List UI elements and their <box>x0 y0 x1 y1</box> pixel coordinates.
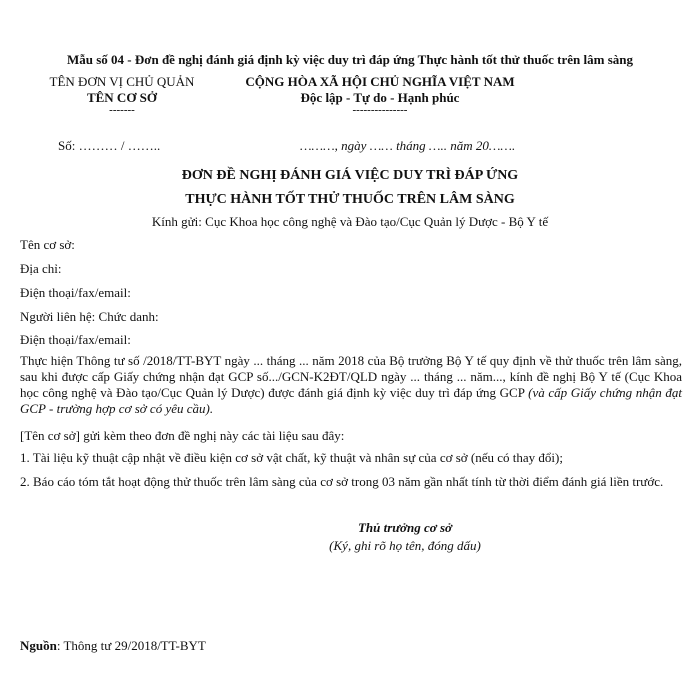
recipient-line: Kính gửi: Cục Khoa học công nghệ và Đào tạo/Cục Quản lý Dược - Bộ Y tế <box>151 214 549 229</box>
document-title-line2: THỰC HÀNH TỐT THỬ THUỐC TRÊN LÂM SÀNG <box>185 192 515 207</box>
source-line <box>20 638 206 654</box>
source-label: Nguồn <box>20 638 57 653</box>
request-text: Thực hiện Thông tư số /2018/TT-BYT ngày ... tháng ... năm 2018 của Bộ trưởng Bộ Y tế quy định về thử thuốc trên lâm sàng, sau khi được cấp Giấy chứng nhận đạt GCP số.../GCN-K2ĐT/QLD ngày ... tháng ... năm..., kính đề nghị Bộ Y tế (Cục Khoa học công nghệ và Đào tạo/Cục Quản lý Dược) được đánh giá định kỳ việc duy trì đáp ứng GCP <box>20 353 682 400</box>
field-contact-person: Người liên hệ: Chức danh: <box>20 309 159 324</box>
country-name: CỘNG HÒA XÃ HỘI CHỦ NGHĨA VIỆT NAM <box>245 74 515 89</box>
attachment-item-2: 2. Báo cáo tóm tắt hoạt động thử thuốc trên lâm sàng của cơ sở trong 03 năm gần nhất tính từ thời điểm đánh giá liền trước. <box>20 474 664 489</box>
attachments-intro: [Tên cơ sở] gửi kèm theo đơn đề nghị này các tài liệu sau đây: <box>20 428 345 443</box>
issuer-divider: ------- <box>109 104 135 116</box>
document-date: ………, ngày …… tháng ….. năm 20……. <box>300 138 516 153</box>
national-motto: Độc lập - Tự do - Hạnh phúc <box>300 90 460 105</box>
request-text-italic: (và cấp Giấy chứng nhận đạt GCP - trường hợp cơ sở có yêu cầu). <box>20 385 682 416</box>
request-paragraph <box>20 353 682 417</box>
attachment-item-1: 1. Tài liệu kỹ thuật cập nhật về điều kiện cơ sở vật chất, kỹ thuật và nhân sự của cơ sở (nếu có thay đổi); <box>20 450 563 465</box>
source-value: : Thông tư 29/2018/TT-BYT <box>56 638 206 653</box>
field-phone: Điện thoại/fax/email: <box>20 285 131 300</box>
signature-note: (Ký, ghi rõ họ tên, đóng dấu) <box>329 538 481 553</box>
issuer-header <box>22 74 222 115</box>
motto-divider: --------------- <box>352 104 408 116</box>
field-contact-phone: Điện thoại/fax/email: <box>20 332 131 347</box>
form-code-heading: Mẫu số 04 - Đơn đề nghị đánh giá định kỳ việc duy trì đáp ứng Thực hành tốt thử thuốc trên lâm sàng <box>66 52 633 67</box>
signature-title: Thủ trưởng cơ sở <box>357 520 453 535</box>
field-facility-name: Tên cơ sở: <box>20 237 75 252</box>
document-title-line1: ĐƠN ĐỀ NGHỊ ĐÁNH GIÁ VIỆC DUY TRÌ ĐÁP ỨNG <box>181 168 519 183</box>
facility-name-heading: TÊN CƠ SỞ <box>86 90 158 105</box>
parent-unit-name: TÊN ĐƠN VỊ CHỦ QUẢN <box>49 74 195 89</box>
national-header <box>222 74 538 115</box>
document-number: Số: ……… / …….. <box>58 138 161 153</box>
field-address: Địa chỉ: <box>20 261 62 276</box>
